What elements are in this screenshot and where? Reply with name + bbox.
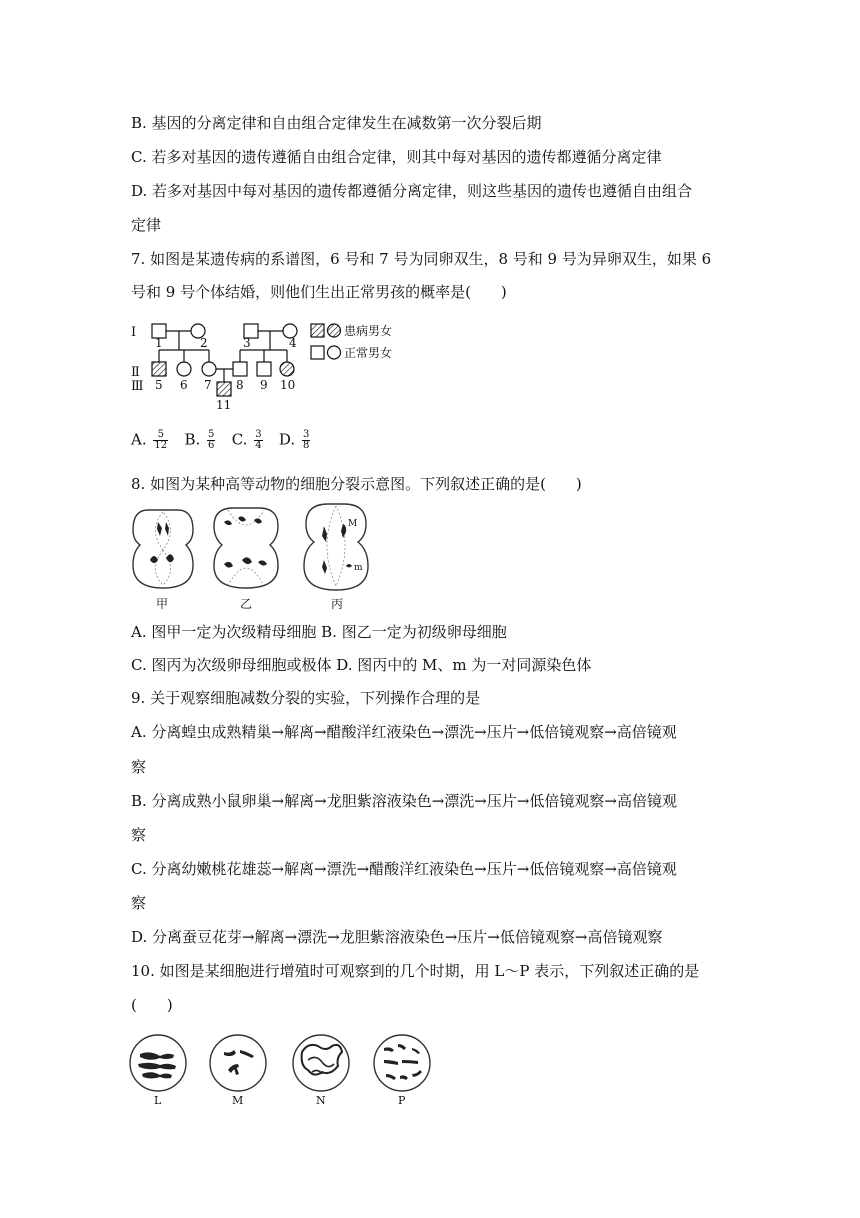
gene-label-big-m: M [348,519,358,529]
q6-option-d-cont: 定律 [131,216,162,234]
individual-9 [257,362,271,376]
cell-yi [214,508,278,588]
cell-bing [304,504,368,590]
number-1: 1 [155,336,163,350]
q7-stem-cont: 号和 9 号个体结婚，则他们生出正常男孩的概率是( ) [131,283,507,301]
phase-l [130,1035,186,1091]
cell-label-yi: 乙 [240,597,253,611]
number-9: 9 [260,378,268,392]
cell-phases-figure [128,1030,438,1110]
phase-n [293,1035,349,1091]
number-2: 2 [200,336,208,350]
q9-option-d: D. 分离蚕豆花芽→解离→漂洗→龙胆紫溶液染色→压片→低倍镜观察→高倍镜观察 [131,928,663,946]
number-5: 5 [155,378,163,392]
phase-label-n: N [316,1094,326,1107]
number-11: 11 [216,398,232,412]
individual-6 [177,362,191,376]
generation-label-2: Ⅱ [131,365,140,380]
number-8: 8 [236,378,244,392]
phase-label-l: L [154,1094,162,1107]
number-4: 4 [289,336,297,350]
gene-label-small-m: m [354,563,363,573]
pedigree-chart [125,318,415,413]
individual-11 [217,382,231,396]
cell-label-jia: 甲 [156,597,169,611]
q9-stem: 9. 关于观察细胞减数分裂的实验，下列操作合理的是 [131,689,481,707]
q7-option-b-fraction: $\frac{5}{6}$ [208,429,215,451]
generation-label-3: Ⅲ [131,379,144,394]
legend-normal-label: 正常男女 [344,346,393,360]
q7-option-d-label: D. [278,430,296,449]
phase-m [210,1035,266,1091]
number-3: 3 [243,336,251,350]
q10-stem: 10. 如图是某细胞进行增殖时可观察到的几个时期，用 L～P 表示，下列叙述正确的是 [131,962,700,980]
q9-option-b-cont: 察 [131,826,147,844]
q6-option-c: C. 若多对基因的遗传遵循自由组合定律，则其中每对基因的遗传都遵循分离定律 [131,148,662,166]
legend-normal-female [328,346,341,359]
q7-option-a-fraction: $\frac{5}{12}$ [154,429,168,451]
number-6: 6 [180,378,188,392]
individual-10 [280,362,294,376]
q8-stem: 8. 如图为某种高等动物的细胞分裂示意图。下列叙述正确的是( ) [131,475,582,493]
number-10: 10 [280,378,296,392]
legend-affected-label: 患病男女 [344,324,393,338]
phase-label-p: P [398,1094,406,1107]
phase-label-m: M [232,1094,244,1107]
q9-option-a-cont: 察 [131,758,147,776]
individual-7 [202,362,216,376]
cell-label-bing: 丙 [331,597,344,611]
q9-option-a: A. 分离蝗虫成熟精巢→解离→醋酸洋红液染色→漂洗→压片→低倍镜观察→高倍镜观 [131,723,677,741]
q7-option-c-label: C. [231,430,248,449]
legend-normal-male [311,346,324,359]
phase-p [374,1035,430,1091]
q9-option-c: C. 分离幼嫩桃花雄蕊→解离→漂洗→醋酸洋红液染色→压片→低倍镜观察→高倍镜观 [131,860,677,878]
q10-stem-cont: ( ) [131,996,173,1014]
individual-8 [233,362,247,376]
q7-stem: 7. 如图是某遗传病的系谱图，6 号和 7 号为同卵双生，8 号和 9 号为异卵双生，如果 6 [131,250,712,268]
q8-options-ab: A. 图甲一定为次级精母细胞 B. 图乙一定为初级卵母细胞 [131,623,507,641]
generation-label-1: Ⅰ [131,325,137,340]
q8-options-cd: C. 图丙为次级卵母细胞或极体 D. 图丙中的 M、m 为一对同源染色体 [131,656,592,674]
legend-affected-female [328,324,341,337]
q6-option-b: B. 基因的分离定律和自由组合定律发生在减数第一次分裂后期 [131,114,542,132]
cell-division-figure [128,500,378,615]
q7-option-b-label: B. [184,430,201,449]
individual-5 [152,362,166,376]
q9-option-c-cont: 察 [131,894,147,912]
q7-option-d-fraction: $\frac{3}{8}$ [302,429,310,451]
q6-option-d: D. 若多对基因中每对基因的遗传都遵循分离定律，则这些基因的遗传也遵循自由组合 [131,182,693,200]
q9-option-b: B. 分离成熟小鼠卵巢→解离→龙胆紫溶液染色→漂洗→压片→低倍镜观察→高倍镜观 [131,792,677,810]
legend-affected-male [311,324,324,337]
cell-jia [133,510,193,588]
number-7: 7 [204,378,212,392]
q7-option-a-label: A. [131,430,147,449]
q7-options [131,430,312,451]
q7-option-c-fraction: $\frac{3}{4}$ [255,429,262,451]
